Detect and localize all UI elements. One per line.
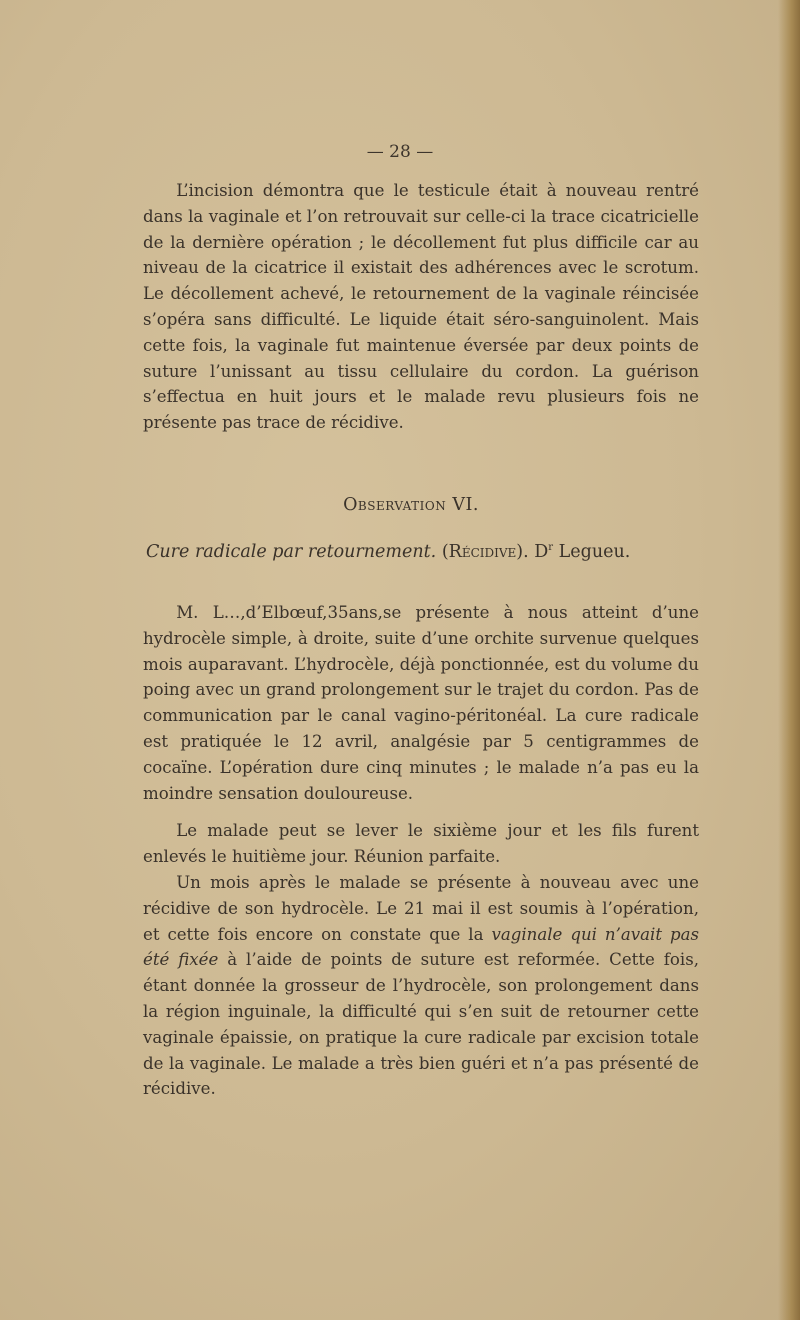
paragraph-recurrence <box>143 870 699 1102</box>
paragraph-incision: L’incision démontra que le testicule était à nouveau rentré dans la vaginale et l’on retrouvait sur celle-ci la trace cicatricielle de la dernière opération ; le décollement fut plus difficile car au niveau de la cicatrice il existait des adhérences avec le scrotum. Le décollement achevé, le retournement de la vaginale réincisée s’opéra sans difficulté. Le liquide était séro-sanguinolent. Mais cette fois, la vaginale fut maintenue éversée par deux points de suture l’unissant au tissu cellulaire du cordon. La guérison s’effectua en huit jours et le malade revu plusieurs fois ne présente pas trace de récidive. <box>143 181 699 433</box>
observation-subtitle <box>146 542 706 562</box>
recurrence-italic: vaginale qui n’avait pas été fixée <box>143 924 699 970</box>
subtitle-recidive: (Récidive). <box>441 542 529 562</box>
observation-heading: Observation VI. <box>343 495 479 515</box>
paragraph-recovery: Le malade peut se lever le sixième jour et les fils furent enlevés le huitième jour. Réunion parfaite. <box>143 821 699 866</box>
recurrence-part2: à l’aide de points de suture est reformée. Cette fois, étant donnée la grosseur de l’hydrocèle, son prolongement dans la région inguinale, la difficulté qui s’en suit de retourner cette vaginale épaissie, on pratique la cure radicale par excision totale de la vaginale. Le malade a très bien guéri et n’a pas présenté de récidive. <box>143 950 699 1099</box>
page-edge <box>778 0 800 1320</box>
doctor-abbr: D <box>534 542 549 562</box>
paragraph-case: M. L…,d’Elbœuf,35ans,se présente à nous atteint d’une hydrocèle simple, à droite, suite d’une orchite survenue quelques mois auparavant. L’hydrocèle, déjà ponctionnée, est du volume du poing avec un grand prolongement sur le trajet du cordon. Pas de communication par le canal vagino-péritonéal. La cure radicale est pratiquée le 12 avril, analgésie par 5 centigrammes de cocaïne. L’opération dure cinq minutes ; le malade n’a pas eu la moindre sensation douloureuse. <box>143 603 699 803</box>
doctor-name: Legueu. <box>558 542 631 562</box>
recurrence-part1: Un mois après le malade se présente à nouveau avec une récidive de son hydrocèle. Le 21 mai il est soumis à l’opération, et cette fois encore on constate que la <box>143 873 699 944</box>
page-number: — 28 — <box>366 142 434 162</box>
doctor-sup: r <box>548 542 554 554</box>
subtitle-italic: Cure radicale par retournement. <box>146 542 437 562</box>
